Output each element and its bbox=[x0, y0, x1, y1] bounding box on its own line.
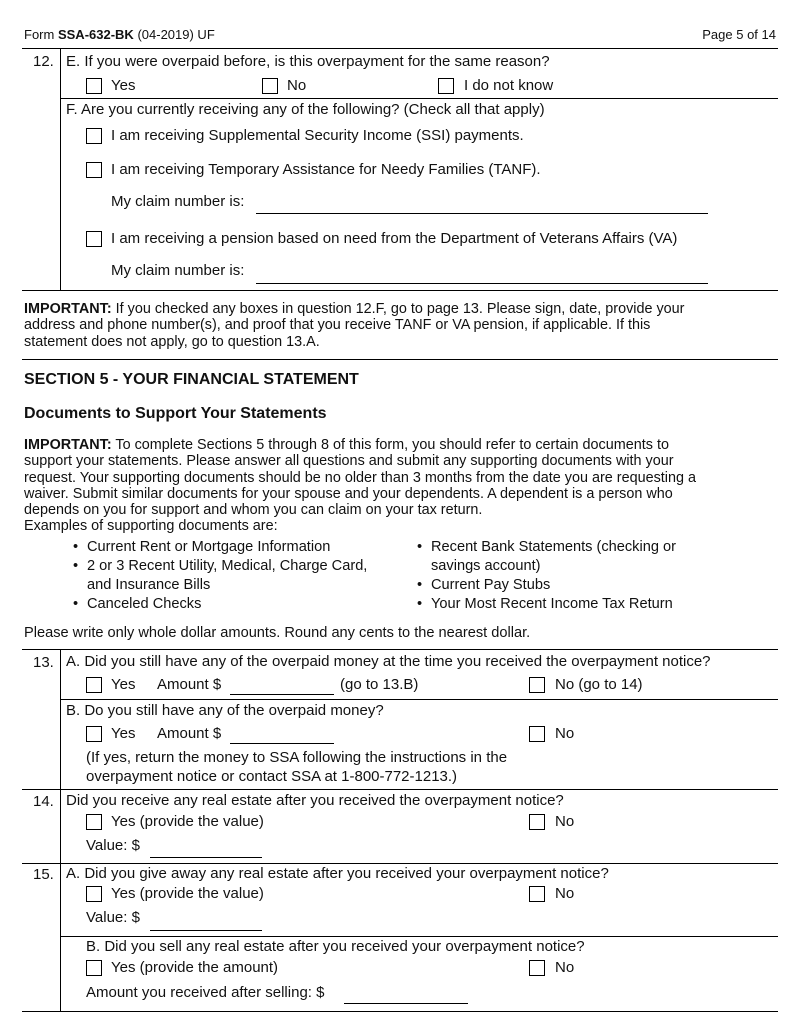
question-number: 15. bbox=[33, 866, 54, 883]
examples-heading: Examples of supporting documents are: bbox=[24, 518, 278, 535]
q13b-amount-label: Amount $ bbox=[157, 725, 222, 742]
important-text: address and phone number(s), and proof that you receive TANF or VA pension, if applicable. If this bbox=[24, 317, 651, 334]
question-number: 12. bbox=[33, 53, 54, 70]
q13a-no-label: No (go to 14) bbox=[555, 676, 643, 693]
q12e-no-label: No bbox=[287, 77, 307, 94]
q12e-question: E. If you were overpaid before, is this overpayment for the same reason? bbox=[66, 53, 550, 70]
section-title: SECTION 5 - YOUR FINANCIAL STATEMENT bbox=[24, 371, 359, 388]
q13b-note: (If yes, return the money to SSA following the instructions in the bbox=[86, 749, 508, 766]
bullet-item: • Current Rent or Mortgage Information bbox=[87, 539, 330, 555]
q15a-no-checkbox[interactable] bbox=[529, 886, 545, 902]
q13b-yes-label: Yes bbox=[111, 725, 136, 742]
important-text: If you checked any boxes in question 12.F, go to page 13. Please sign, date, provide your bbox=[111, 301, 685, 317]
important-text: support your statements. Please answer all questions and submit any supporting documents with your bbox=[24, 453, 674, 470]
q13a-amount-label: Amount $ bbox=[157, 676, 222, 693]
q14-yes-label: Yes (provide the value) bbox=[111, 813, 264, 830]
divider bbox=[60, 699, 778, 700]
q13a-yes-label: Yes bbox=[111, 676, 136, 693]
q15b-question: B. Did you sell any real estate after you received your overpayment notice? bbox=[86, 938, 585, 955]
divider bbox=[22, 863, 778, 864]
va-claim-number-field[interactable] bbox=[256, 283, 708, 284]
important-text: statement does not apply, go to question 13.A. bbox=[24, 333, 320, 350]
q13b-question: B. Do you still have any of the overpaid money? bbox=[66, 702, 384, 719]
form-version: (04-2019) UF bbox=[137, 27, 215, 42]
q15a-value-label: Value: $ bbox=[86, 909, 140, 926]
q12f-tanf-label: I am receiving Temporary Assistance for Needy Families (TANF). bbox=[111, 161, 541, 178]
form-prefix: Form bbox=[24, 27, 55, 42]
q13a-no-checkbox[interactable] bbox=[529, 677, 545, 693]
q15a-yes-label: Yes (provide the value) bbox=[111, 885, 264, 902]
q14-no-label: No bbox=[555, 813, 575, 830]
question-number: 14. bbox=[33, 793, 54, 810]
q13b-note: overpayment notice or contact SSA at 1-800-772-1213.) bbox=[86, 768, 458, 785]
q14-value-field[interactable] bbox=[150, 857, 262, 858]
q12e-yes-label: Yes bbox=[111, 77, 136, 94]
tanf-claim-label: My claim number is: bbox=[111, 193, 245, 210]
divider bbox=[22, 290, 778, 291]
q15a-question: A. Did you give away any real estate after you received your overpayment notice? bbox=[66, 865, 609, 882]
q13b-amount-field[interactable] bbox=[230, 743, 334, 744]
divider bbox=[60, 98, 778, 99]
va-claim-label: My claim number is: bbox=[111, 262, 245, 279]
q15a-no-label: No bbox=[555, 885, 575, 902]
q14-yes-checkbox[interactable] bbox=[86, 814, 102, 830]
supporting-docs-note bbox=[24, 437, 696, 535]
q12f-question: F. Are you currently receiving any of the following? (Check all that apply) bbox=[66, 101, 545, 118]
important-label: IMPORTANT: bbox=[24, 437, 112, 453]
q13a-goto: (go to 13.B) bbox=[340, 676, 419, 693]
bullet-item: • Recent Bank Statements (checking or bbox=[431, 539, 676, 555]
divider bbox=[60, 936, 778, 937]
column-rule bbox=[60, 48, 61, 290]
q15b-yes-label: Yes (provide the amount) bbox=[111, 959, 279, 976]
divider bbox=[22, 1011, 778, 1012]
q15b-no-label: No bbox=[555, 959, 575, 976]
q12f-ssi-label: I am receiving Supplemental Security Income (SSI) payments. bbox=[111, 127, 524, 144]
section-subtitle: Documents to Support Your Statements bbox=[24, 405, 327, 422]
divider bbox=[22, 649, 778, 650]
tanf-claim-number-field[interactable] bbox=[256, 213, 708, 214]
form-id bbox=[24, 27, 215, 42]
divider bbox=[22, 359, 778, 360]
q12f-va-label: I am receiving a pension based on need from the Department of Veterans Affairs (VA) bbox=[111, 230, 678, 247]
bullet-item: • Your Most Recent Income Tax Return bbox=[431, 596, 673, 612]
important-note-12f bbox=[24, 301, 684, 350]
q13b-no-label: No bbox=[555, 725, 575, 742]
q14-question: Did you receive any real estate after you received the overpayment notice? bbox=[66, 792, 564, 809]
bullet-item: • Canceled Checks bbox=[87, 596, 201, 612]
q15b-amount-field[interactable] bbox=[344, 1003, 468, 1004]
dollar-note: Please write only whole dollar amounts. Round any cents to the nearest dollar. bbox=[24, 625, 531, 641]
q12f-va-checkbox[interactable] bbox=[86, 231, 102, 247]
bullet-item: • 2 or 3 Recent Utility, Medical, Charge Card, bbox=[87, 558, 367, 574]
page-number: Page 5 of 14 bbox=[702, 27, 776, 42]
question-number: 13. bbox=[33, 654, 54, 671]
bullet-item-continued: savings account) bbox=[431, 558, 541, 574]
q15a-value-field[interactable] bbox=[150, 930, 262, 931]
q14-no-checkbox[interactable] bbox=[529, 814, 545, 830]
q13b-yes-checkbox[interactable] bbox=[86, 726, 102, 742]
q12e-yes-checkbox[interactable] bbox=[86, 78, 102, 94]
q14-value-label: Value: $ bbox=[86, 837, 140, 854]
q13b-no-checkbox[interactable] bbox=[529, 726, 545, 742]
q15a-yes-checkbox[interactable] bbox=[86, 886, 102, 902]
q12f-tanf-checkbox[interactable] bbox=[86, 162, 102, 178]
q13a-question: A. Did you still have any of the overpaid money at the time you received the overpayment notice? bbox=[66, 653, 711, 670]
bullet-item-continued: and Insurance Bills bbox=[87, 577, 211, 593]
q15b-no-checkbox[interactable] bbox=[529, 960, 545, 976]
q12e-dont-know-label: I do not know bbox=[464, 77, 554, 94]
q13a-amount-field[interactable] bbox=[230, 694, 334, 695]
column-rule bbox=[60, 649, 61, 1011]
q12e-no-checkbox[interactable] bbox=[262, 78, 278, 94]
q12e-dont-know-checkbox[interactable] bbox=[438, 78, 454, 94]
important-text: To complete Sections 5 through 8 of this form, you should refer to certain documents to bbox=[111, 437, 669, 453]
q13a-yes-checkbox[interactable] bbox=[86, 677, 102, 693]
divider bbox=[22, 48, 778, 49]
q12f-ssi-checkbox[interactable] bbox=[86, 128, 102, 144]
divider bbox=[22, 789, 778, 790]
important-text: depends on you for support and whom you can claim on your tax return. bbox=[24, 502, 483, 519]
important-label: IMPORTANT: bbox=[24, 301, 112, 317]
q15b-amount-label: Amount you received after selling: $ bbox=[86, 984, 325, 1001]
q15b-yes-checkbox[interactable] bbox=[86, 960, 102, 976]
important-text: request. Your supporting documents should be no older than 3 months from the date you are requesting a bbox=[24, 469, 697, 486]
form-code: SSA-632-BK bbox=[57, 27, 134, 42]
bullet-item: • Current Pay Stubs bbox=[431, 577, 550, 593]
important-text: waiver. Submit similar documents for your spouse and your dependents. A dependent is a person who bbox=[24, 485, 673, 502]
